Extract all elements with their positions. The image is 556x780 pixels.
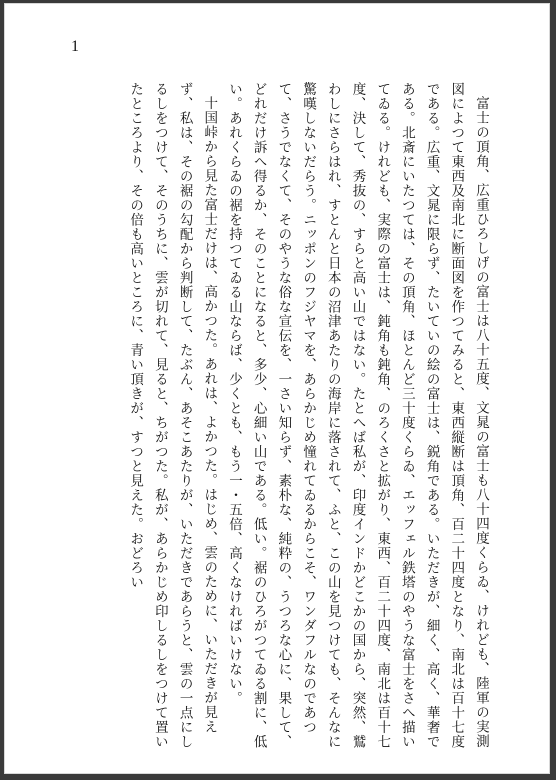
document-page: [4, 3, 550, 774]
paragraph-1: 富士の頂角、広重ひろしげの富士は八十五度、文晁の富士も八十四度くらゐ、けれども、陸軍の実測図によつて東西及南北に断面図を作つてみると、東西縦断は頂角、百二十四度となり、南北は百十七度である。広重、文晁に限らず、たいていの絵の富士は、鋭角である。いただきが、細く、高く、華奢である。北斎にいたつては、その頂角、ほとんど三十度くらゐ、エッフェル鉄塔のやうな富士をさへ描いてゐる。けれども、実際の富士は、鈍角も鈍角、のろくさと拡がり、東西、百二十四度、南北は百十七度、決して、秀抜の、すらと高い山ではない。たとへば私が、印度インドかどこかの国から、突然、鷲わしにさらはれ、すとんと日本の沼津あたりの海岸に落されて、ふと、この山を見つけても、そんなに驚嘆しないだらう。ニッポンのフジヤマを、あらかじめ憧れてゐるからこそ、ワンダフルなのであつて、さうでなくて、そのやうな俗な宣伝を、一さい知らず、素朴な、純粋の、うつろな心に、果して、どれだけ訴へ得るか、そのことになると、多少、心細い山である。低い。裾のひろがつてゐる割に、低い。あれくらゐの裾を持つてゐる山ならば、少くとも、もう一・五倍、高くなければいけない。: [225, 82, 489, 749]
vertical-text-body: [61, 82, 493, 752]
page-number: 1: [71, 38, 79, 55]
paragraph-2: 十国峠から見た富士だけは、高かつた。あれは、よかつた。はじめ、雲のために、いただきが見えず、私は、その裾の勾配から判断して、たぶん、あそこあたりが、いただきであらうと、雲の一点にしるしをつけて、そのうちに、雲が切れて、見ると、ちがつた。私が、あらかじめ印しるしをつけて置いたところより、その倍も高いところに、青い頂きが、すつと見えた。おどろい: [127, 82, 218, 749]
